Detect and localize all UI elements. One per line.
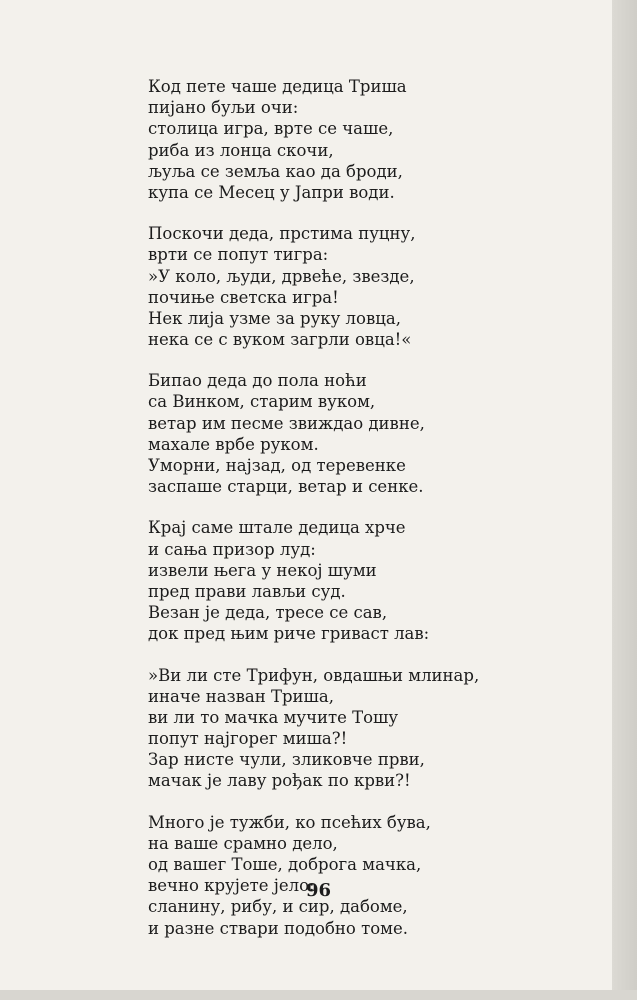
poem-line: риба из лонца скочи, [148, 140, 334, 160]
poem-line: Уморни, најзад, од теревенке [148, 456, 406, 475]
poem-line: на ваше срамно дело, [148, 833, 338, 853]
poem-line: заспаше старци, ветар и сенке. [148, 477, 424, 497]
poem-line: Везан је деда, тресе се сав, [148, 603, 388, 623]
poem-line: и разне ствари подобно томе. [148, 918, 408, 938]
poem-line: Много је тужби, ко псећих бува, [148, 812, 431, 832]
poem [148, 76, 568, 959]
poem-line: махале врбе руком. [148, 434, 319, 454]
poem-line: столица игра, врте се чаше, [148, 119, 394, 139]
poem-line: врти се попут тигра: [148, 245, 329, 265]
poem-line: »У коло, људи, дрвеће, звезде, [148, 266, 415, 286]
poem-line: мачак је лаву рођак по крви?! [148, 771, 411, 791]
stanza-2 [148, 223, 568, 350]
page-edge [612, 0, 637, 1000]
poem-line: почиње светска игра! [148, 287, 339, 307]
stanza-3 [148, 370, 568, 497]
poem-line: од вашег Тоше, доброга мачка, [148, 855, 422, 874]
poem-line: извели њега у некој шуми [148, 560, 377, 580]
page-bottom-edge [0, 990, 637, 1000]
poem-line: ви ли то мачка мучите Тошу [148, 707, 399, 727]
poem-line: пијано буљи очи: [148, 98, 299, 118]
poem-line: љуља се земља као да броди, [148, 161, 403, 181]
poem-line: Код пете чаше дедица Триша [148, 77, 407, 96]
poem-line: сланину, рибу, и сир, дабоме, [148, 897, 408, 917]
poem-line: купа се Месец у Јапри води. [148, 182, 395, 202]
poem-line: са Винком, старим вуком, [148, 392, 376, 412]
stanza-4 [148, 517, 568, 644]
poem-line: и сања призор луд: [148, 539, 316, 559]
poem-line: Нек лија узме за руку ловца, [148, 308, 401, 328]
stanza-6 [148, 812, 568, 939]
page-number: 96 [305, 880, 332, 901]
poem-line: пред прави лављи суд. [148, 581, 346, 601]
stanza-5 [148, 665, 568, 792]
poem-line: ветар им песме звиждао дивне, [148, 413, 425, 433]
poem-line: »Ви ли сте Трифун, овдашњи млинар, [148, 665, 480, 685]
poem-line: Поскочи деда, прстима пуцну, [148, 224, 416, 244]
poem-line: Бипао деда до пола ноћи [148, 371, 367, 391]
stanza-1 [148, 76, 568, 203]
poem-line: вечно крујете јело: [148, 876, 315, 896]
poem-line: попут најгорег миша?! [148, 729, 348, 749]
poem-line: Крај саме штале дедица хрче [148, 518, 406, 538]
poem-line: нека се с вуком загрли овца!« [148, 330, 412, 350]
poem-line: док пред њим риче гриваст лав: [148, 624, 430, 644]
poem-line: Зар нисте чули, зликовче први, [148, 750, 425, 770]
poem-line: иначе назван Триша, [148, 686, 334, 706]
